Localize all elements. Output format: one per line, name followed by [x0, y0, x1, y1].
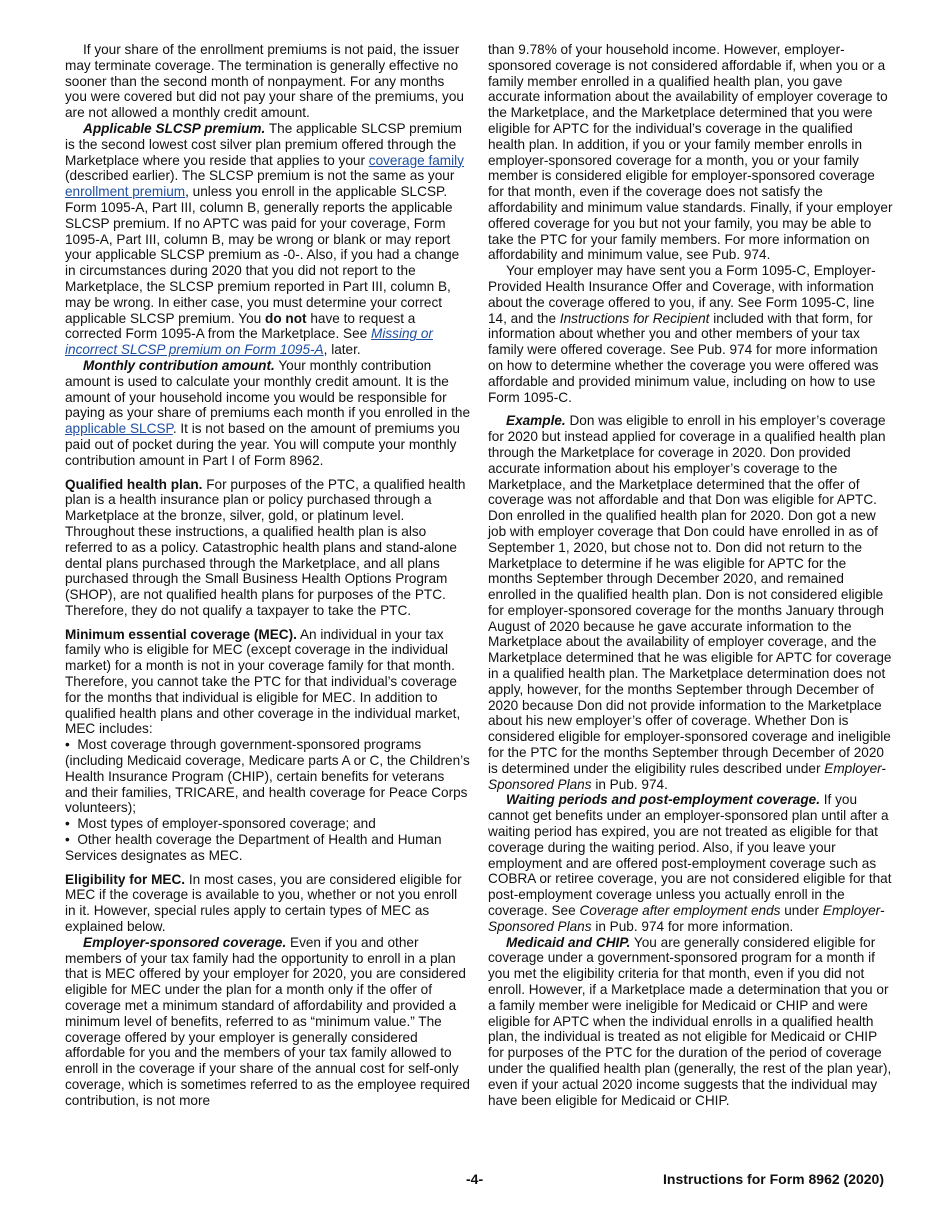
heading-mec: Minimum essential coverage (MEC).	[65, 626, 297, 642]
heading-applicable-slcsp: Applicable SLCSP premium.	[83, 120, 266, 136]
paragraph-form-1095c: Your employer may have sent you a Form 1095-C, Employer-Provided Health Insurance Offer and Coverage, with information about the coverage offered to you, if any. See Form 1095-C, line 14, and the Instructions for Recipient included with that form, for information about whether you and other members of your tax family were offered coverage. See Pub. 974 for more information on how to determine whether the coverage you were offered was affordable and provided minimum value, including on how to use Form 1095-C.	[488, 263, 879, 405]
heading-example: Example.	[506, 413, 566, 429]
list-item: • Other health coverage the Department of Health and Human Services designates as MEC.	[65, 832, 442, 863]
list-item: • Most coverage through government-sponsored programs (including Medicaid coverage, Medicare parts A or C, the Children’s Health Insurance Program (CHIP), certain benefits for veterans and their families, TRICARE, and health coverage for Peace Corps volunteers);	[65, 737, 470, 816]
heading-employer-sponsored: Employer-sponsored coverage.	[83, 934, 287, 950]
paragraph-affordability-continued: than 9.78% of your household income. However, employer-sponsored coverage is not considered affordable if, when you or a family member enrolled in a qualified health plan, you gave accurate information about the availability of employer coverage to the Marketplace, and the Marketplace determined that you were eligible for APTC for the individual’s coverage in the qualified health plan. In addition, if you or your family member enrolls in employer-sponsored coverage for a month, you or your family member is considered eligible for employer-sponsored coverage for that month, even if the coverage does not satisfy the affordability and minimum value standards. Finally, if your employer offered coverage for you but not your family, you may be able to take the PTC for your family members. For more information on affordability and minimum value, see Pub. 974.	[488, 42, 893, 263]
paragraph-mec: Minimum essential coverage (MEC). An individual in your tax family who is eligible for MEC (except coverage in the individual market) for a month is not in your coverage family for that month. Therefore, you cannot take the PTC for that individual’s coverage for the months that individual is eligible for MEC. In addition to qualified health plans and other coverage in the individual market, MEC includes:	[65, 626, 461, 737]
paragraph-applicable-slcsp: Applicable SLCSP premium. The applicable SLCSP premium is the second lowest cost silver plan premium offered through the Marketplace where you reside that applies to your coverage family (described earlier). The SLCSP premium is not the same as your enrollment premium, unless you enroll in the applicable SLCSP. Form 1095-A, Part III, column B, generally reports the applicable SLCSP premium. If no APTC was paid for your coverage, Form 1095-A, Part III, column B, may be wrong or blank or may report your applicable SLCSP premium as -0-. Also, if you had a change in circumstances during 2020 that you did not report to the Marketplace, the SLCSP premium reported in Part III, column B, may be wrong. In either case, you must determine your correct applicable SLCSP premium. You do not have to request a corrected Form 1095-A from the Marketplace. See Missing or incorrect SLCSP premium on Form 1095-A, later.	[65, 120, 464, 358]
list-item: • Most types of employer-sponsored coverage; and	[65, 816, 376, 832]
link-coverage-family[interactable]: coverage family	[368, 152, 464, 168]
paragraph-medicaid-chip: Medicaid and CHIP. You are generally considered eligible for coverage under a government-sponsored program for a month if you met the eligibility criteria for that month, even if you did not enroll. However, if a Marketplace made a determination that you or a family member were ineligible for Medicaid or CHIP and were eligible for APTC when the individual enrolls in a qualified health plan, the individual is treated as not eligible for Medicaid or CHIP for purposes of the PTC for the duration of the period of coverage under the qualified health plan (generally, the rest of the plan year), even if your actual 2020 income suggests that the individual may have been eligible for Medicaid or CHIP.	[488, 934, 892, 1108]
footer-title: Instructions for Form 8962 (2020)	[663, 1171, 884, 1187]
right-column	[488, 42, 893, 1108]
paragraph-qualified-health-plan: Qualified health plan. For purposes of the PTC, a qualified health plan is a health insurance plan or policy purchased through a Marketplace at the bronze, silver, gold, or platinum level. Throughout these instructions, a qualified health plan is also referred to as a policy. Catastrophic health plans and stand-alone dental plans purchased through the Marketplace, and all plans purchased through the Small Business Health Options Program (SHOP), are not qualified health plans for purposes of the PTC. Therefore, they do not qualify a taxpayer to take the PTC.	[65, 476, 466, 618]
paragraph-nonpayment: If your share of the enrollment premiums is not paid, the issuer may terminate coverage. The termination is generally effective no sooner than the second month of nonpayment. For any months you were covered but did not pay your share of the premiums, you are not allowed a monthly credit amount.	[65, 42, 464, 121]
link-applicable-slcsp[interactable]: applicable SLCSP	[65, 421, 173, 437]
heading-monthly-contribution: Monthly contribution amount.	[83, 357, 275, 373]
paragraph-monthly-contribution: Monthly contribution amount. Your monthly contribution amount is used to calculate your monthly credit amount. It is the amount of your household income you would be responsible for paying as your share of premiums each month if you enrolled in the applicable SLCSP. It is not based on the amount of premiums you paid out of pocket during the year. You will compute your monthly contribution amount in Part I of Form 8962.	[65, 357, 471, 468]
link-missing-slcsp[interactable]: Missing or incorrect SLCSP premium on Form 1095-A	[65, 326, 433, 358]
paragraph-eligibility-mec: Eligibility for MEC. In most cases, you are considered eligible for MEC if the coverage is available to you, whether or not you enroll in it. However, special rules apply to certain types of MEC as explained below.	[65, 871, 462, 935]
heading-eligibility-mec: Eligibility for MEC.	[65, 871, 186, 887]
link-enrollment-premium[interactable]: enrollment premium	[65, 184, 186, 200]
heading-medicaid-chip: Medicaid and CHIP.	[506, 934, 631, 950]
paragraph-employer-sponsored: Employer-sponsored coverage. Even if you and other members of your tax family had the opportunity to enroll in a plan that is MEC offered by your employer for 2020, you are considered eligible for MEC under the plan for a month only if the offer of coverage met a minimum standard of affordability and provided a minimum level of benefits, referred to as “minimum value.” The coverage offered by your employer is generally considered affordable for you and the members of your tax family allowed to enroll in the coverage if your share of the annual cost for self-only coverage, which is sometimes referred to as the employee required contribution, is not more	[65, 934, 470, 1108]
heading-waiting-periods: Waiting periods and post-employment coverage.	[506, 792, 820, 808]
paragraph-example: Example. Don was eligible to enroll in his employer’s coverage for 2020 but instead applied for coverage in a qualified health plan through the Marketplace for coverage in 2020. Don provided accurate information about his employer’s coverage to the Marketplace, and the Marketplace determined that the offer of coverage was not affordable and that Don was eligible for APTC. Don enrolled in the qualified health plan for 2020. Don got a new job with employer coverage that Don could have enrolled in as of September 1, 2020, but chose not to. Don did not return to the Marketplace to determine if he was eligible for APTC for the months September through December 2020, and remained enrolled in the qualified health plan. Don is not considered eligible for employer-sponsored coverage for the months January through August of 2020 because he gave accurate information to the Marketplace about the availability of employer coverage, and the Marketplace determined that he was eligible for APTC for coverage in a qualified health plan. The Marketplace determination does not apply, however, for the months September through December of 2020 because Don did not provide information to the Marketplace about his new employer’s offer of coverage. Whether Don is considered eligible for employer-sponsored coverage and ineligible for the PTC for the months September through December of 2020 is determined under the eligibility rules described under Employer-Sponsored Plans in Pub. 974.	[488, 413, 892, 792]
paragraph-waiting-periods: Waiting periods and post-employment coverage. If you cannot get benefits under an employer-sponsored plan until after a waiting period has expired, you are not treated as eligible for that coverage during the waiting period. Also, if you leave your employment and are offered post-employment coverage such as COBRA or retiree coverage, you are not considered eligible for that post-employment coverage unless you actually enroll in the coverage. See Coverage after employment ends under Employer-Sponsored Plans in Pub. 974 for more information.	[488, 792, 892, 934]
heading-qualified-health-plan: Qualified health plan.	[65, 476, 203, 492]
page-number: -4-	[466, 1171, 484, 1187]
left-column	[65, 42, 470, 1109]
